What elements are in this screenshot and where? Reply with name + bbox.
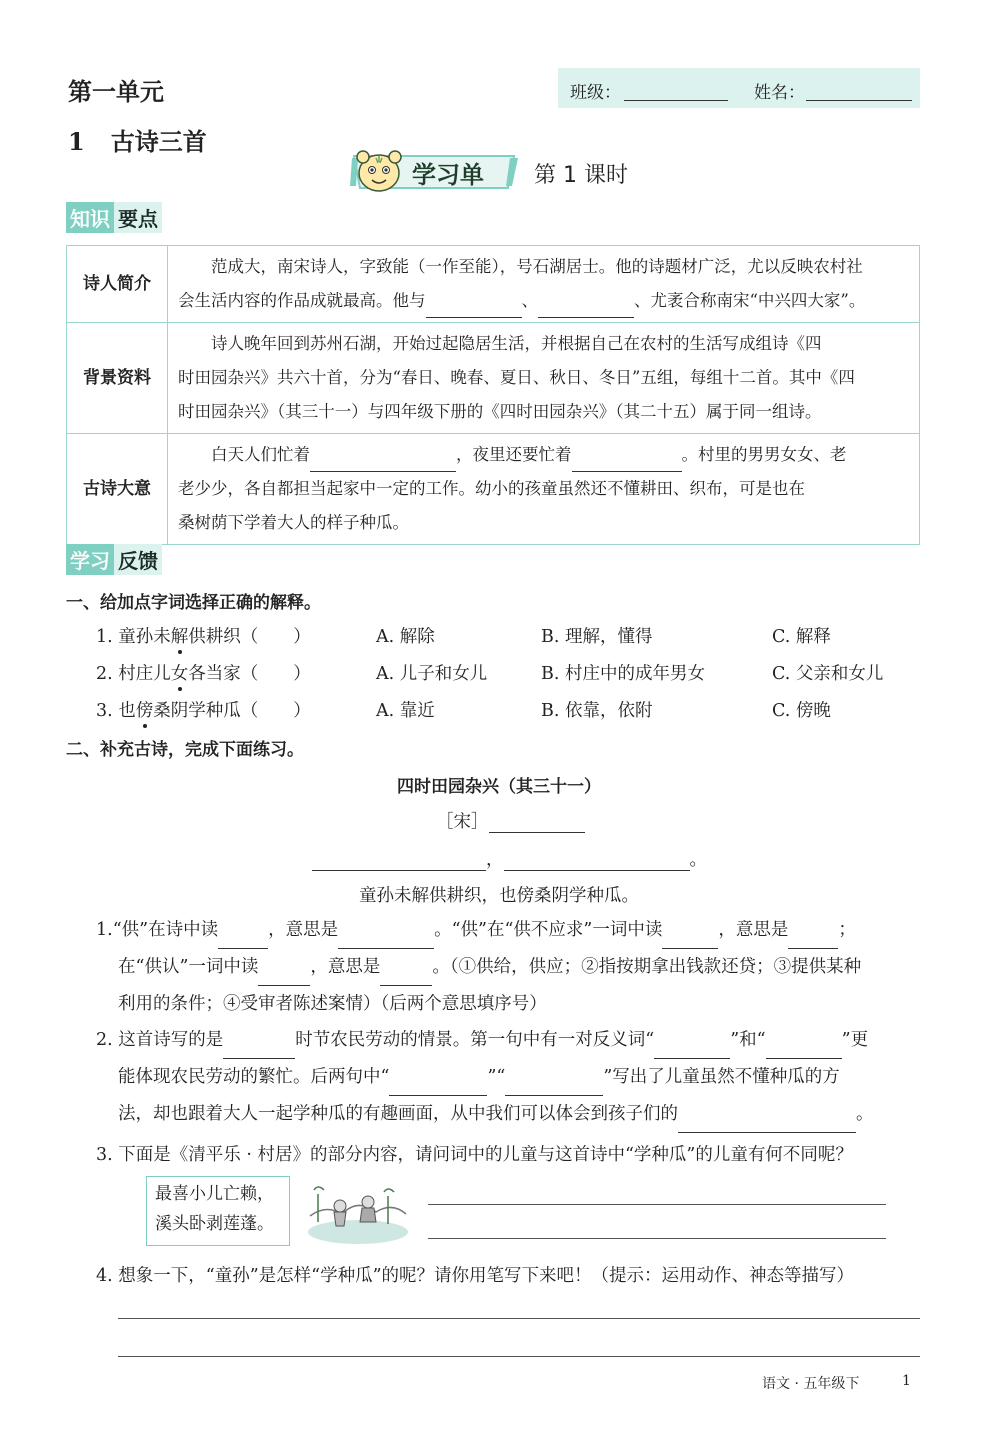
blank-q1-pron-3[interactable] [258,967,310,986]
poem-author-line [436,808,585,833]
row-label: 古诗大意 [67,434,168,545]
blank-poet-1[interactable] [426,300,522,318]
heading-points: 要点 [114,202,162,233]
poem-dynasty: ［宋］ [436,812,489,832]
heading-knowledge: 知识 [66,202,114,233]
blank-night-work[interactable] [572,454,682,472]
class-label: 班级： [570,83,621,103]
row-label: 诗人简介 [67,246,168,323]
dotted-char: 女 [171,660,189,685]
dotted-char: 解 [171,623,189,648]
blank-daytime-work[interactable] [310,454,456,472]
pond-children-illustration [306,1176,410,1246]
table-row [67,323,920,434]
dotted-char: 傍 [136,697,154,722]
option-a[interactable]: A. 靠近 [376,701,435,721]
name-label: 姓名： [754,83,805,103]
ci-excerpt-box: 最喜小儿亡赖， 溪头卧剥莲蓬。 [146,1176,290,1246]
blank-poem-line-1a[interactable] [312,852,486,871]
poem-line-2: 童孙未解供耕织，也傍桑阴学种瓜。 [359,886,639,906]
blank-q1-meaning-1[interactable] [338,930,434,949]
knowledge-section-heading [66,202,162,230]
option-c[interactable]: C. 解释 [772,627,831,647]
blank-q1-meaning-3[interactable] [380,967,432,986]
poem-title: 四时田园杂兴（其三十一） [397,777,601,797]
name-class-box [558,68,920,108]
row-content: 范成大，南宋诗人，字致能（一作至能），号石湖居士。他的诗题材广泛，尤以反映农村社 会生活内容的作品成就最高。他与 、 、尤袤合称南宋“中兴四大家”。 [168,246,920,323]
footer-subject: 语文 · 五年级下 [762,1376,860,1392]
table-row [67,434,920,545]
answer-line-q3-2[interactable] [428,1238,886,1239]
blank-q1-pron-2[interactable] [662,930,718,949]
question-3: 3. 下面是《清平乐 · 村居》的部分内容，请问词中的儿童与这首诗中“学种瓜”的儿童有何不同呢？ [96,1145,853,1165]
blank-author[interactable] [489,814,585,833]
tiger-mascot-icon [352,146,406,196]
feedback-section-heading [66,544,162,572]
name-field[interactable] [806,100,912,101]
option-c[interactable]: C. 父亲和女儿 [772,664,884,684]
blank-poet-2[interactable] [538,300,634,318]
blank-q2-antonym-1[interactable] [654,1040,730,1059]
lesson-period: 第 1 课时 [534,163,628,188]
poem-line-1: ， 。 [312,846,707,871]
table-row [67,246,920,323]
page-number: 1 [902,1373,911,1389]
option-c[interactable]: C. 傍晚 [772,701,831,721]
part2-title: 二、补充古诗，完成下面练习。 [66,740,304,760]
row-content: 诗人晚年回到苏州石湖，开始过起隐居生活，并根据自己在农村的生活写成组诗《四 时田园杂兴》共六十首，分为“春日、晚春、夏日、秋日、冬日”五组，每组十二首。其中《四 时田园杂兴》（其三十一）与四年级下册的《四时田园杂兴》（其二十五）属于同一组诗。 [168,323,920,434]
blank-q2-word-1[interactable] [389,1077,487,1096]
lesson-name: 古诗三首 [110,127,207,156]
lesson-title [68,122,207,157]
question-1: 1.“供”在诗中读 ，意思是 。“供”在“供不应求”一词中读 ，意思是 ； 在“供认”一词中读 ，意思是 。（①供给，供应；②指按期拿出钱款还贷；③提供某种 利用的条件；④受审者陈述案情）（后两个意思填序号） [96,920,862,1014]
answer-line-q3-1[interactable] [428,1204,886,1205]
blank-q2-antonym-2[interactable] [766,1040,842,1059]
option-b[interactable]: B. 村庄中的成年男女 [541,664,705,684]
unit-title: 第一单元 [68,77,164,106]
answer-line-q4-1[interactable] [118,1318,920,1319]
question-4: 4. 想象一下，“童孙”是怎样“学种瓜”的呢？请你用笔写下来吧！（提示：运用动作、神态等描写） [96,1266,855,1286]
option-b[interactable]: B. 依靠，依附 [541,701,653,721]
row-content: 白天人们忙着 ，夜里还要忙着 。村里的男男女女、老 老少少，各自都担当起家中一定的工作。幼小的孩童虽然还不懂耕田、织布，可是也在 桑树荫下学着大人的样子种瓜。 [168,434,920,545]
blank-q2-word-2[interactable] [505,1077,603,1096]
answer-line-q4-2[interactable] [118,1356,920,1357]
blank-q1-pron-1[interactable] [218,930,268,949]
lesson-number: 1 [68,127,85,156]
blank-q2-feeling[interactable] [678,1114,856,1133]
question-2: 2. 这首诗写的是 时节农民劳动的情景。第一句中有一对反义词“ ”和“ ”更 能体现农民劳动的繁忙。后两句中“ ”“ ”写出了儿童虽然不懂种瓜的方 法，却也跟着大人一起学种瓜的有趣画面，从中我们可以体会到孩子们的 。 [96,1022,926,1133]
blank-q2-season[interactable] [223,1040,295,1059]
heading-study: 学习 [66,544,114,575]
option-a[interactable]: A. 解除 [376,627,435,647]
knowledge-table [66,245,920,545]
class-field[interactable] [624,100,728,101]
part1-title: 一、给加点字词选择正确的解释。 [66,593,321,613]
option-a[interactable]: A. 儿子和女儿 [376,664,488,684]
row-label: 背景资料 [67,323,168,434]
option-b[interactable]: B. 理解，懂得 [541,627,653,647]
blank-q1-meaning-2[interactable] [788,930,838,949]
banner-label: 学习单 [412,161,484,189]
heading-feedback: 反馈 [114,544,162,575]
blank-poem-line-1b[interactable] [504,852,690,871]
